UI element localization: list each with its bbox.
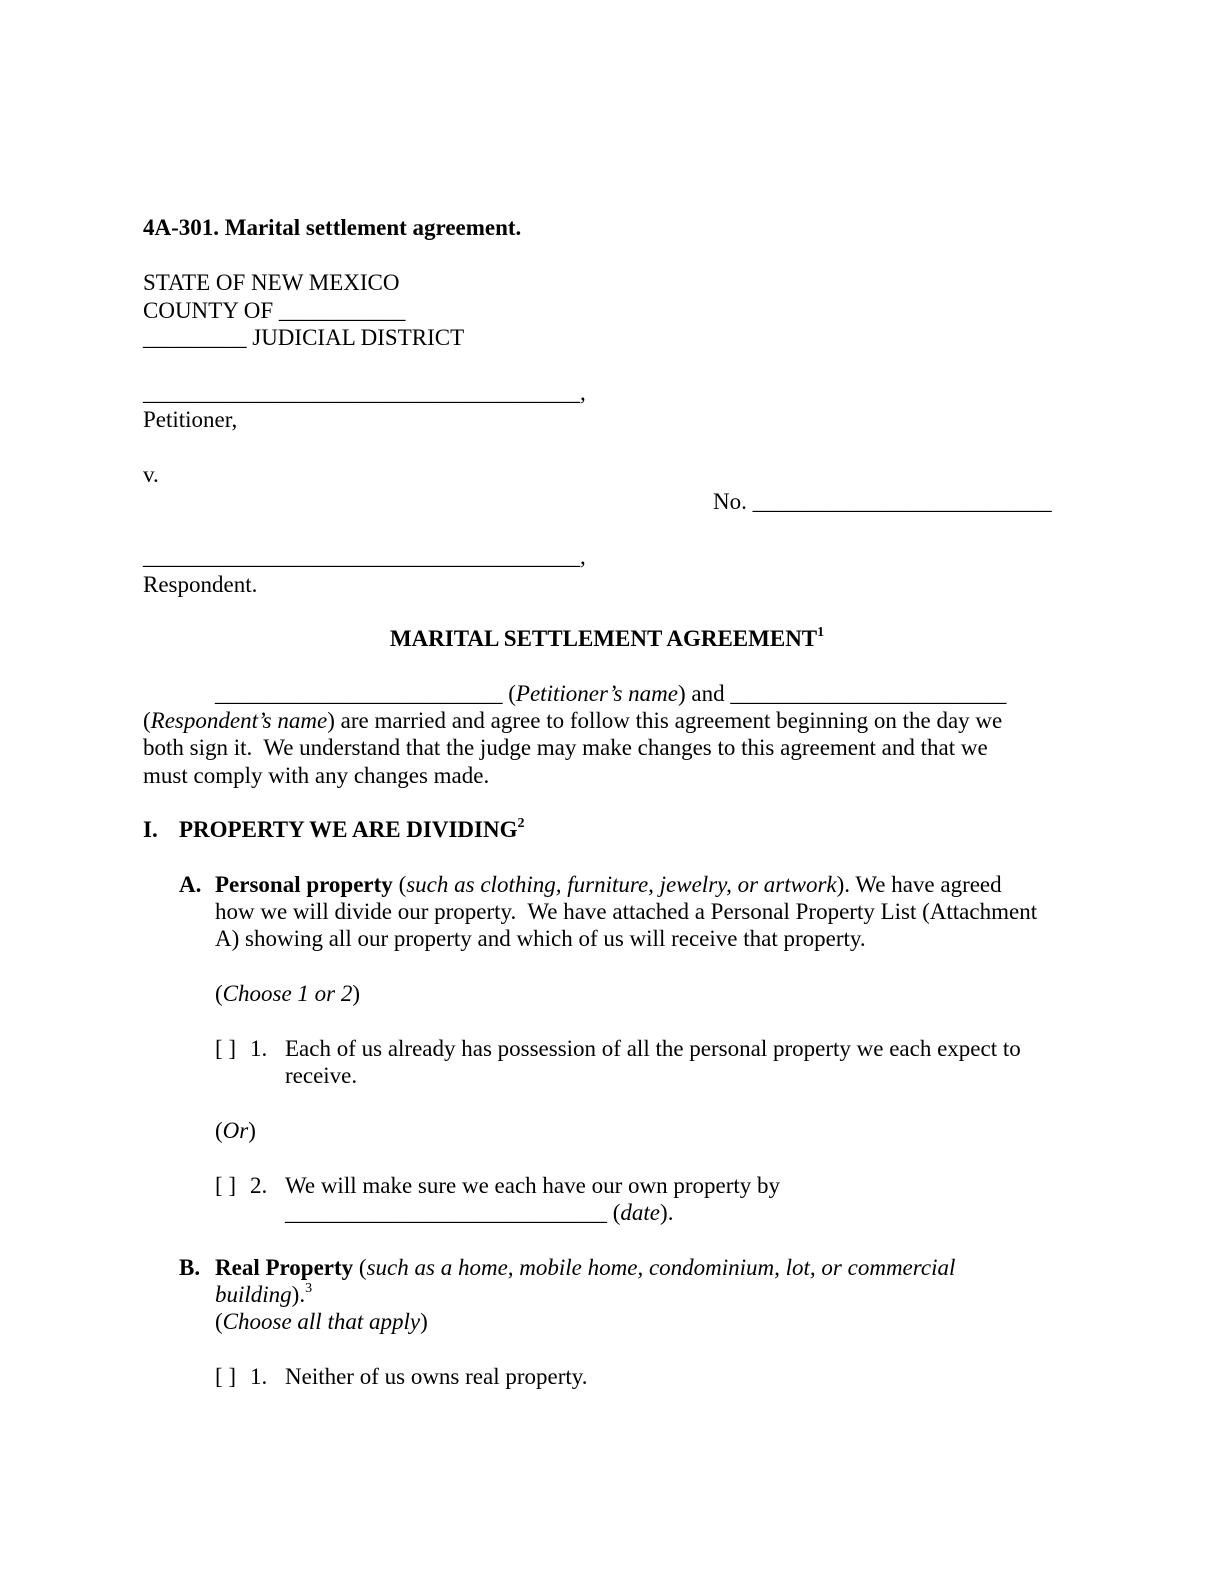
footnote-marker: 1 (817, 625, 825, 640)
real-property-line-2: building).$^3$ (215, 1281, 313, 1307)
option-text: We will make sure we each have our own property by (285, 1173, 781, 1198)
option-text: Each of us already has possession of all the personal property we each expect to (285, 1036, 1021, 1061)
respondent-label: Respondent. (143, 572, 258, 597)
agreement-heading (0, 625, 1214, 652)
intro-line-4: must comply with any changes made. (143, 763, 490, 788)
choose-instruction: (Choose all that apply) (215, 1309, 428, 1334)
option-checkbox[interactable]: [ ] (215, 1364, 237, 1389)
petitioner-name-blank[interactable]: _________________________ (215, 681, 503, 706)
respondent-name-hint: Respondent’s name (150, 708, 328, 733)
footnote-marker: 3 (305, 1281, 313, 1296)
intro-line-3: both sign it. We understand that the judge may make changes to this agreement and that we (143, 735, 988, 760)
footnote-marker: 2 (517, 816, 525, 831)
date-line: ____________________________ (date). (285, 1200, 674, 1225)
personal-property-line-3: A) showing all our property and which of us will receive that property. (215, 926, 866, 951)
real-property-line-1: Real Property (such as a home, mobile home, condominium, lot, or commercial (215, 1255, 956, 1280)
option-text: receive. (285, 1063, 358, 1088)
respondent-name-field[interactable]: ______________________________________, (143, 544, 586, 569)
petitioner-name-field[interactable]: ______________________________________, (143, 380, 586, 405)
option-text: Neither of us owns real property. (285, 1364, 588, 1389)
option-checkbox[interactable]: [ ] (215, 1036, 237, 1061)
case-number-field[interactable]: No. __________________________ (713, 489, 1052, 514)
versus-label: v. (143, 462, 159, 487)
county-field[interactable]: COUNTY OF ___________ (143, 298, 406, 323)
form-title: 4A-301. Marital settlement agreement. (143, 215, 522, 240)
personal-property-line-2: how we will divide our property. We have attached a Personal Property List (Attachment (215, 899, 1038, 924)
item-letter: A. (179, 872, 202, 897)
option-number: 1. (250, 1036, 268, 1061)
petitioner-name-hint: Petitioner’s name (515, 681, 678, 706)
respondent-name-blank[interactable]: ________________________ (730, 681, 1007, 706)
state-line: STATE OF NEW MEXICO (143, 270, 400, 295)
real-property-title: Real Property (215, 1255, 354, 1280)
section-number: I. (143, 817, 158, 842)
section-heading (179, 816, 525, 843)
section-title: PROPERTY WE ARE DIVIDING (179, 817, 518, 842)
option-checkbox[interactable]: [ ] (215, 1173, 237, 1198)
personal-property-title: Personal property (215, 872, 393, 897)
or-label: (Or) (215, 1118, 256, 1143)
petitioner-label: Petitioner, (143, 407, 238, 432)
judicial-district-field[interactable]: _________ JUDICIAL DISTRICT (143, 325, 465, 350)
option-number: 2. (250, 1173, 268, 1198)
heading-text: MARITAL SETTLEMENT AGREEMENT (389, 626, 818, 651)
item-letter: B. (179, 1255, 201, 1280)
intro-line-2: (Respondent’s name) are married and agree to follow this agreement beginning on the day we (143, 708, 1003, 733)
choose-instruction: (Choose 1 or 2) (215, 981, 361, 1006)
option-number: 1. (250, 1364, 268, 1389)
intro-line-1: _________________________ (Petitioner’s name) and ________________________ (215, 681, 1007, 706)
date-field[interactable]: ____________________________ ( (285, 1200, 621, 1225)
personal-property-line-1: Personal property (such as clothing, furniture, jewelry, or artwork). We have agreed (215, 872, 1002, 897)
